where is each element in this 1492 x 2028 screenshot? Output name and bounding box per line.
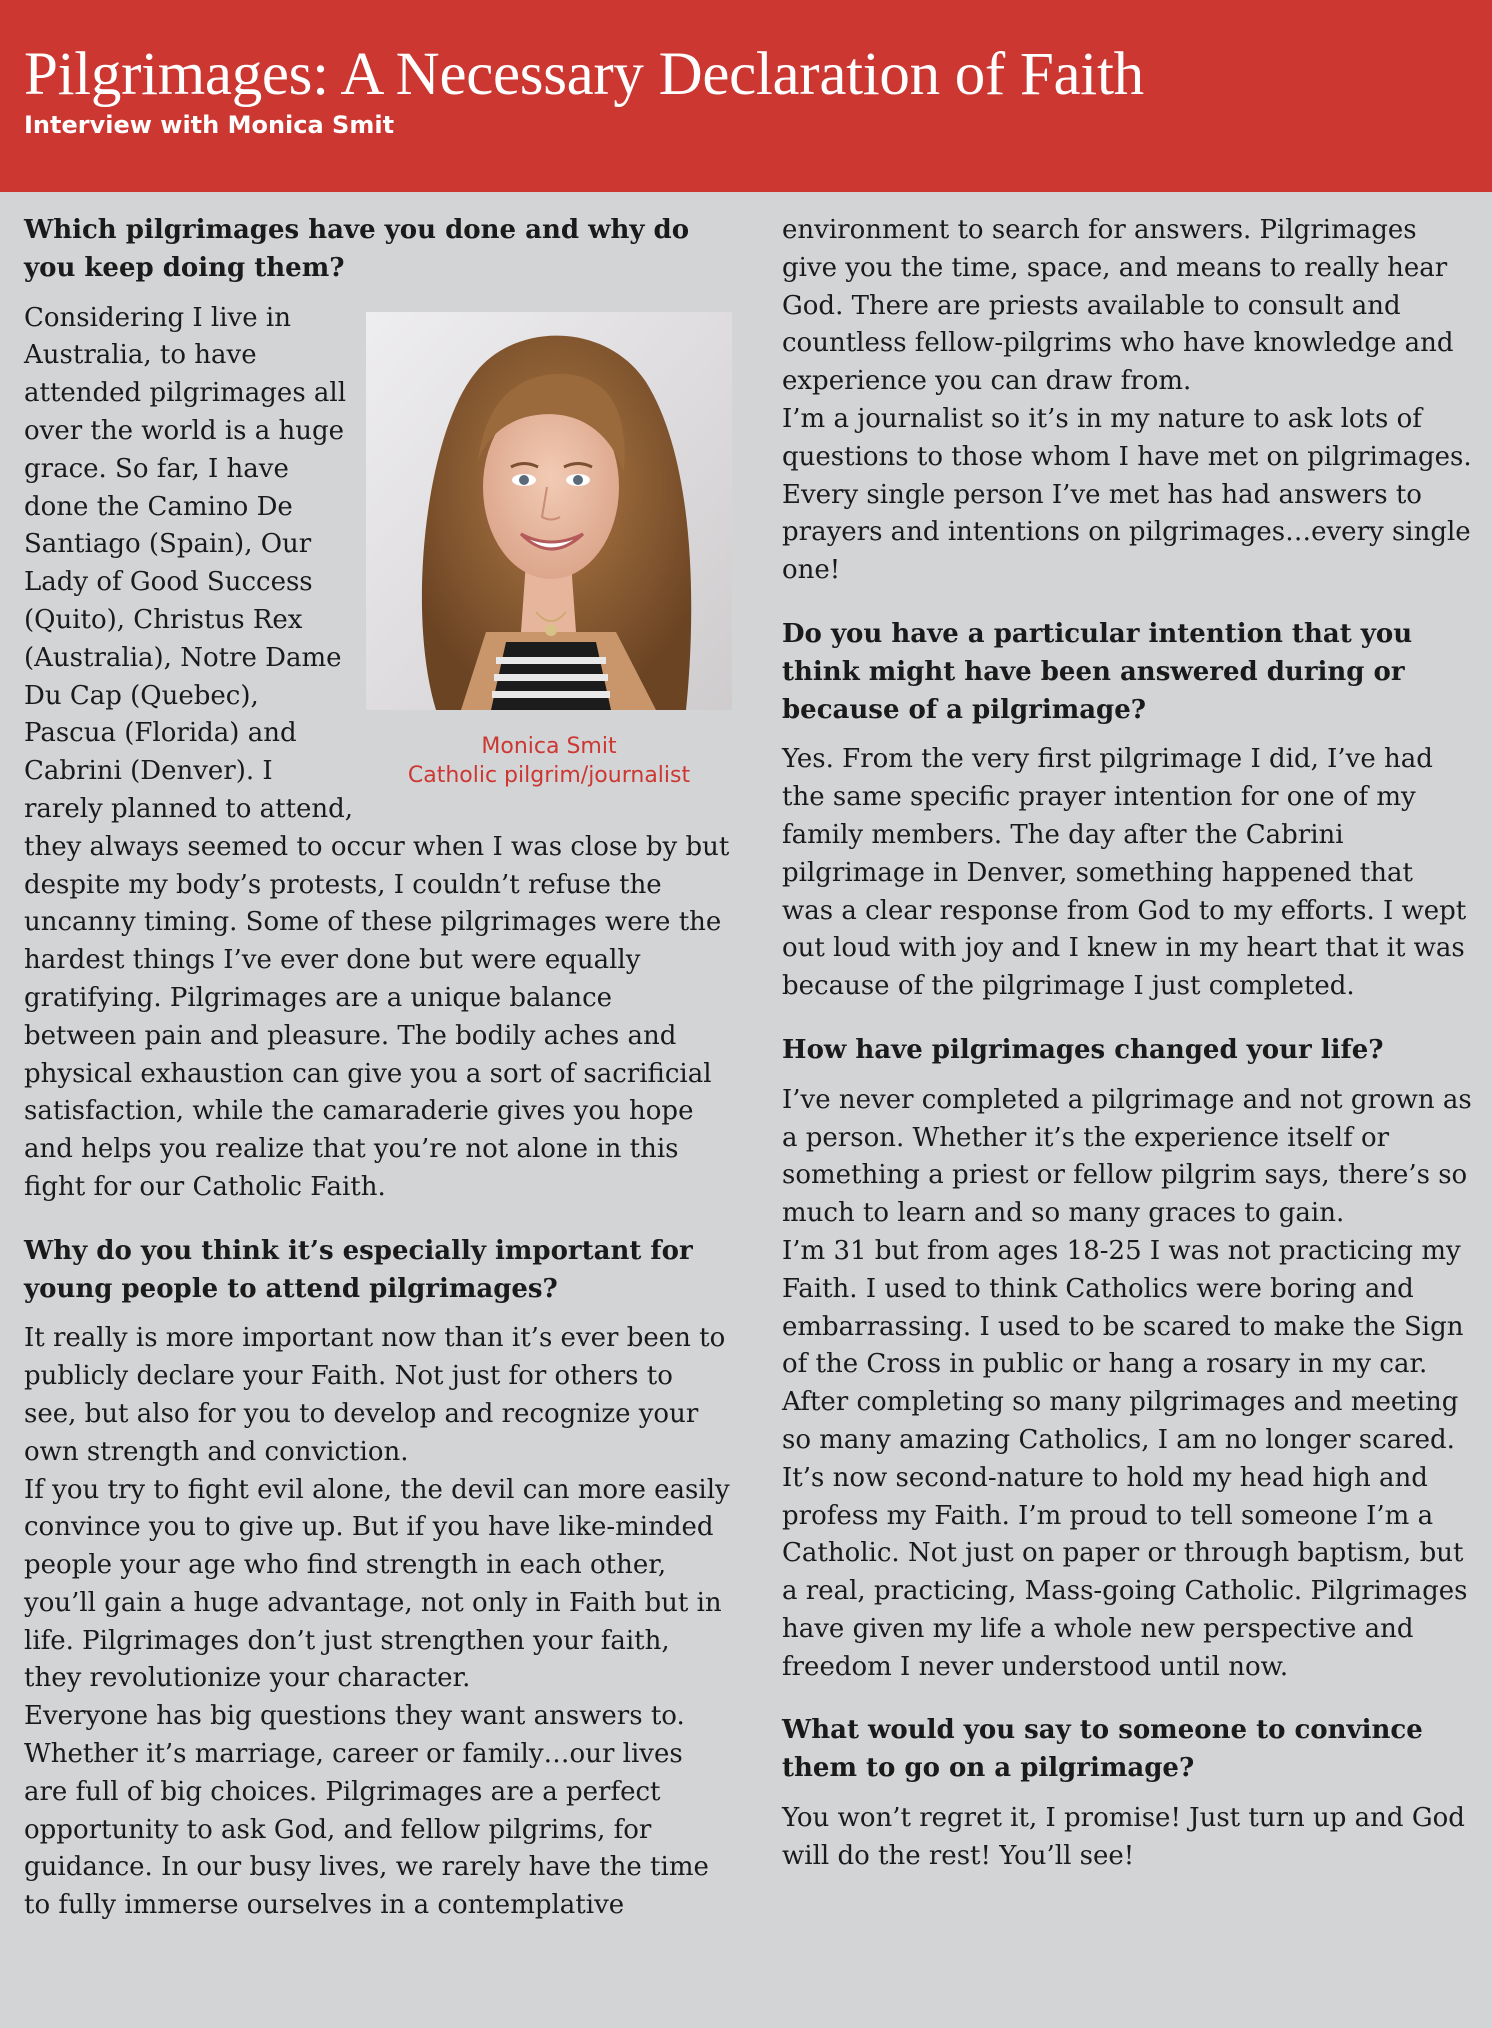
question-3: Do you have a particular intention that you think might have been answered during or because of a pilgrimage? xyxy=(782,618,1413,725)
answer-2-paragraph-3: Everyone has big questions they want answers to. Whether it’s marriage, career or family…our lives are full of big choices. Pilgrimages are a perfect opportunity to ask God, and fellow pilgrims, for guidance. In our busy lives, we rarely have the time to fully immerse ourselves in a contemplative xyxy=(24,1701,709,1921)
answer-2-paragraph-4: I’m a journalist so it’s in my nature to ask lots of questions to those whom I have met on pilgrimages. Every single person I’ve met has had answers to prayers and intentions on pilgrimages…every single one! xyxy=(782,403,1472,586)
question-2: Why do you think it’s especially important for young people to attend pilgrimages? xyxy=(24,1235,693,1304)
answer-2-paragraph-3-continued: environment to search for answers. Pilgrimages give you the time, space, and means to really hear God. There are priests available to consult and countless fellow-pilgrims who have knowledge and experience you can draw from. xyxy=(782,215,1454,397)
answer-2-paragraph-1: It really is more important now than it’s ever been to publicly declare your Faith. Not just for others to see, but also for you to develop and recognize your own strength and conviction. xyxy=(24,1323,726,1467)
left-column xyxy=(24,212,732,1925)
portrait-photo xyxy=(366,312,732,710)
question-5: What would you say to someone to convince them to go on a pilgrimage? xyxy=(782,1715,1423,1784)
page-subtitle: Interview with Monica Smit xyxy=(24,111,395,139)
right-column xyxy=(782,212,1472,1876)
answer-1: Considering I live in Australia, to have attended pilgrimages all over the world is a huge grace. So far, I have done the Camino De Santiago (Spain), Our Lady of Good Success (Quito), Christus Rex (Australia), Notre Dame Du Cap (Quebec), Pascua (Florida) and Cabrini (Denver). I rarely planned to attend, they always seemed to occur when I was close by but despite my body’s protests, I couldn’t refuse the uncanny timing. Some of these pilgrimages were the hardest things I’ve ever done but were equally gratifying. Pilgrimages are a unique balance between pain and pleasure. The bodily aches and physical exhaustion can give you a sort of sacrificial satisfaction, while the camaraderie gives you hope and helps you realize that you’re not alone in this fight for our Catholic Faith. xyxy=(24,302,730,1202)
page-title: Pilgrimages: A Necessary Declaration of Faith xyxy=(24,41,1144,108)
page-header xyxy=(0,0,1492,192)
answer-3: Yes. From the very first pilgrimage I did, I’ve had the same specific prayer intention for one of my family members. The day after the Cabrini pilgrimage in Denver, something happened that was a clear response from God to my efforts. I wept out loud with joy and I knew in my heart that it was because of the pilgrimage I just completed. xyxy=(782,744,1467,1002)
caption-role: Catholic pilgrim/journalist xyxy=(407,762,691,788)
caption-name: Monica Smit xyxy=(481,733,617,759)
answer-4-paragraph-2: I’m 31 but from ages 18-25 I was not practicing my Faith. I used to think Catholics were boring and embarrassing. I used to be scared to make the Sign of the Cross in public or hang a rosary in my car. After completing so many pilgrimages and meeting so many amazing Catholics, I am no longer scared. It’s now second-nature to hold my head high and profess my Faith. I’m proud to tell someone I’m a Catholic. Not just on paper or through baptism, but a real, practicing, Mass-going Catholic. Pilgrimages have given my life a whole new perspective and freedom I never understood until now. xyxy=(782,1235,1468,1682)
answer-5: You won’t regret it, I promise! Just turn up and God will do the rest! You’ll see! xyxy=(782,1803,1465,1871)
portrait-figure xyxy=(366,312,732,816)
question-4: How have pilgrimages changed your life? xyxy=(782,1034,1384,1065)
question-1: Which pilgrimages have you done and why do you keep doing them? xyxy=(24,215,690,283)
photo-caption xyxy=(366,732,732,790)
answer-4-paragraph-1: I’ve never completed a pilgrimage and not grown as a person. Whether it’s the experience itself or something a priest or fellow pilgrim says, there’s so much to learn and so many graces to gain. xyxy=(782,1084,1472,1229)
answer-2-paragraph-2: If you try to fight evil alone, the devil can more easily convince you to give up. But if you have like-minded people your age who find strength in each other, you’ll gain a huge advantage, not only in Faith but in life. Pilgrimages don’t just strengthen your faith, they revolutionize your character. xyxy=(24,1474,730,1694)
